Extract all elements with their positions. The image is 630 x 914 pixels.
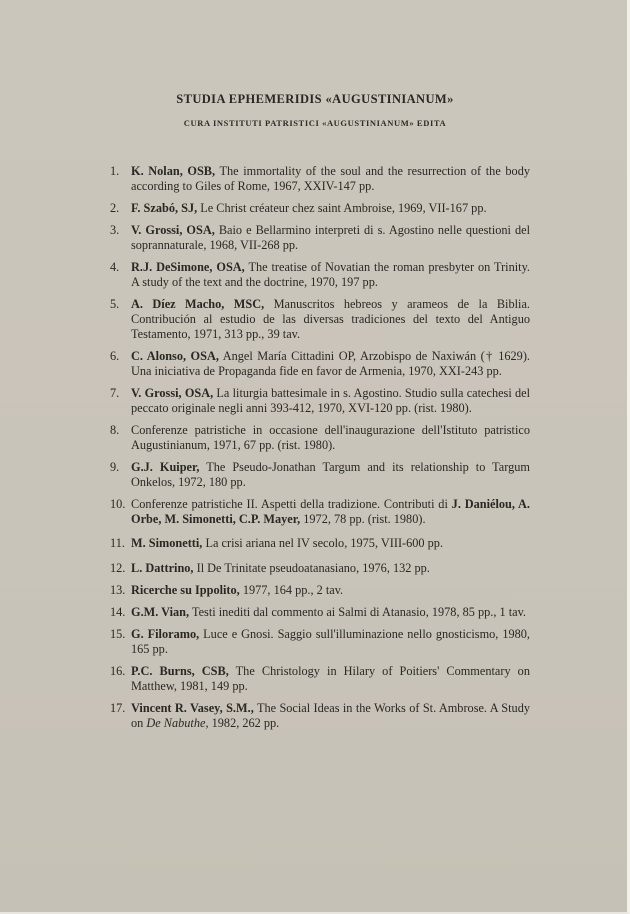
list-item — [110, 297, 530, 342]
entry-number: 1. — [110, 164, 120, 178]
entry-number: 5. — [110, 297, 120, 311]
list-item — [110, 605, 530, 620]
entry-number: 12. — [110, 561, 126, 575]
entry-text: Le Christ créateur chez saint Ambroise, 1969, VII-167 pp. — [200, 201, 487, 215]
entry-author: P.C. Burns, CSB, — [131, 664, 229, 678]
list-item — [110, 386, 530, 416]
entry-author: V. Grossi, OSA, — [131, 223, 215, 237]
entry-text: La liturgia battesimale in s. Agostino. Studio sulla catechesi del peccato originale negli anni 393-412, 1970, XVI-120 pp. (rist. 1980). — [131, 386, 531, 415]
list-item — [110, 349, 530, 379]
entry-author: F. Szabó, SJ, — [131, 201, 198, 215]
publication-list — [110, 164, 530, 738]
entry-number: 17. — [110, 701, 126, 715]
entry-number: 14. — [110, 605, 126, 619]
entry-text: Manuscritos hebreos y arameos de la Biblia. Contribución al estudio de las diversas tradiciones del texto del Antiguo Testamento, 1971, 313 pp., 39 tav. — [131, 297, 530, 341]
list-item — [110, 223, 530, 253]
entry-number: 7. — [110, 386, 120, 400]
list-item — [110, 497, 530, 527]
entry-number: 10. — [110, 497, 126, 511]
entry-number: 4. — [110, 260, 120, 274]
entry-number: 3. — [110, 223, 120, 237]
list-item — [110, 627, 530, 657]
entry-text: The Pseudo-Jonathan Targum and its relationship to Targum Onkelos, 1972, 180 pp. — [131, 460, 530, 489]
entry-author: C. Alonso, OSA, — [131, 349, 219, 363]
entry-authors: J. Daniélou, A. Orbe, M. Simonetti, C.P. Mayer, — [131, 497, 530, 526]
entry-number: 2. — [110, 201, 120, 215]
entry-text: The Social Ideas in the Works of St. Ambrose. A Study on — [131, 701, 530, 730]
list-item — [110, 561, 530, 576]
entry-text: La crisi ariana nel IV secolo, 1975, VIII-600 pp. — [205, 536, 444, 550]
list-item — [110, 423, 530, 453]
entry-author: G.M. Vian, — [131, 605, 190, 619]
entry-author: M. Simonetti, — [131, 536, 203, 550]
entry-author: K. Nolan, OSB, — [131, 164, 216, 178]
entry-text-tail: 1982, 262 pp. — [211, 716, 280, 730]
series-title: STUDIA EPHEMERIDIS «AUGUSTINIANUM» — [176, 92, 454, 106]
entry-number: 16. — [110, 664, 126, 678]
series-subtitle: CURA INSTITUTI PATRISTICI «AUGUSTINIANUM» EDITA — [183, 118, 447, 128]
entry-author: L. Dattrino, — [131, 561, 194, 575]
entry-text: Baio e Bellarmino interpreti di s. Agostino nelle questioni del soprannaturale, 1968, VII-268 pp. — [131, 223, 530, 252]
entry-text: Il De Trinitate pseudoatanasiano, 1976, 132 pp. — [196, 561, 430, 575]
list-item — [110, 201, 530, 216]
list-item — [110, 583, 530, 598]
entry-title-italic: De Nabuthe, — [146, 716, 209, 730]
entry-text: The immortality of the soul and the resurrection of the body according to Giles of Rome, 1967, XXIV-147 pp. — [131, 164, 530, 193]
list-item — [110, 164, 530, 194]
list-item — [110, 260, 530, 290]
entry-text: Testi inediti dal commento ai Salmi di Atanasio, 1978, 85 pp., 1 tav. — [191, 605, 527, 619]
entry-number: 9. — [110, 460, 120, 474]
entry-text-tail: 1972, 78 pp. (rist. 1980). — [303, 512, 426, 526]
entry-author: V. Grossi, OSA, — [131, 386, 214, 400]
list-item — [110, 536, 530, 551]
entry-text: Conferenze patristiche II. Aspetti della tradizione. Contributi di — [131, 497, 448, 511]
entry-number: 15. — [110, 627, 126, 641]
entry-number: 6. — [110, 349, 120, 363]
entry-text: Conferenze patristiche in occasione dell'inaugurazione dell'Istituto patristico Augustinianum, 1971, 67 pp. (rist. 1980). — [131, 423, 530, 452]
list-item — [110, 701, 530, 731]
entry-author: G.J. Kuiper, — [131, 460, 200, 474]
entry-text: Angel María Cittadini OP, Arzobispo de Naxiwán († 1629). Una iniciativa de Propaganda fide en favor de Armenia, 1970, XXI-243 pp. — [131, 349, 530, 378]
entry-text: The treatise of Novatian the roman presbyter on Trinity. A study of the text and the doctrine, 1970, 197 pp. — [131, 260, 530, 289]
entry-text: The Christology in Hilary of Poitiers' Commentary on Matthew, 1981, 149 pp. — [131, 664, 530, 693]
list-item — [110, 460, 530, 490]
entry-number: 8. — [110, 423, 120, 437]
entry-author: R.J. DeSimone, OSA, — [131, 260, 245, 274]
entry-text: Luce e Gnosi. Saggio sull'illuminazione nello gnosticismo, 1980, 165 pp. — [131, 627, 531, 656]
entry-author: Ricerche su Ippolito, — [131, 583, 240, 597]
list-item — [110, 664, 530, 694]
entry-text: 1977, 164 pp., 2 tav. — [242, 583, 344, 597]
entry-number: 13. — [110, 583, 126, 597]
entry-author: G. Filoramo, — [131, 627, 200, 641]
entry-author: A. Díez Macho, MSC, — [131, 297, 265, 311]
entry-author: Vincent R. Vasey, S.M., — [131, 701, 254, 715]
entry-number: 11. — [110, 536, 125, 550]
